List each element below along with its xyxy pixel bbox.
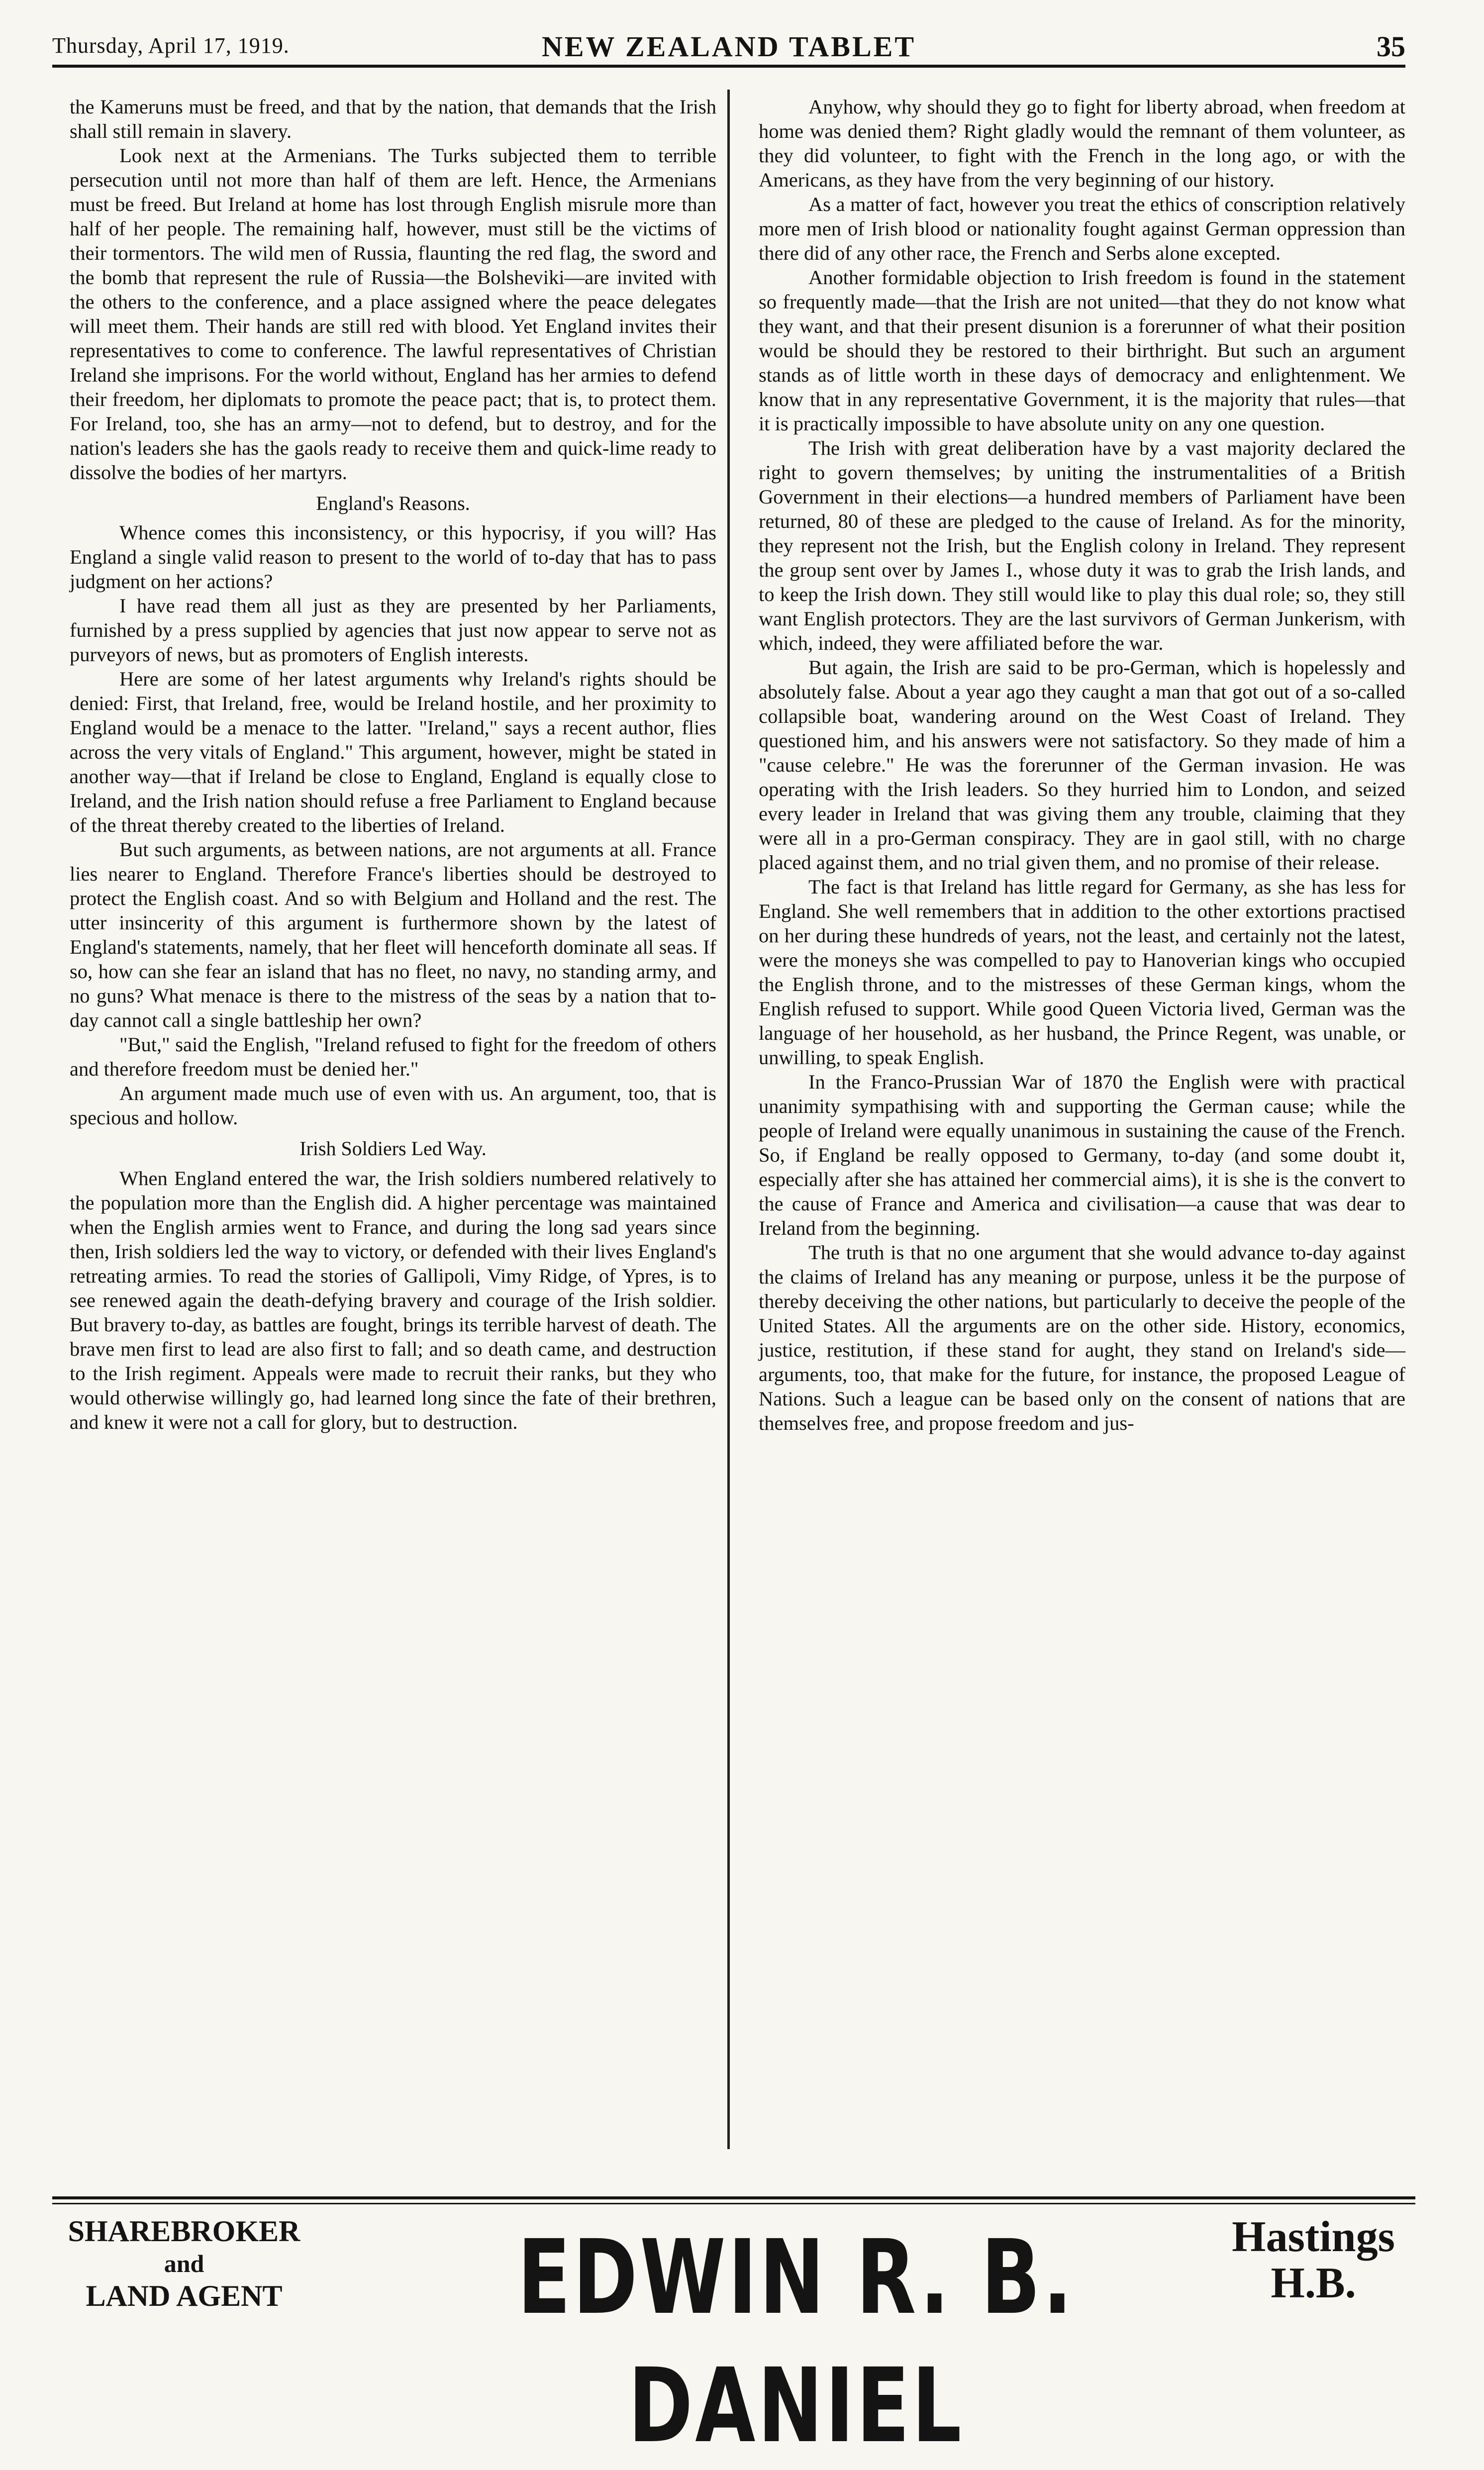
paragraph: The Irish with great deliberation have by a vast majority declared the right to govern themselves; by uniting the instrumentalities of a British Government in their elections—a hundred members of Parliament have been returned, 80 of these are pledged to the cause of Ireland. As for the minority, they represent not the Irish, but the English colony in Ireland. They represent the group sent over by James I., whose duty it was to grab the Irish lands, and to keep the Irish down. They still would like to play this dual role; so, they still want English protectors. They are the last survivors of German Junkerism, with which, indeed, they were affiliated before the war.: [759, 437, 1405, 654]
paragraph: As a matter of fact, however you treat the ethics of conscription relatively more men of Irish blood or nationality fought against German oppression than there did of any other race, the French and Serbs alone excepted.: [759, 193, 1405, 264]
paragraph: But again, the Irish are said to be pro-German, which is hopelessly and absolutely false. About a year ago they caught a man that got out of a so-called collapsible boat, wandering around on the West Coast of Ireland. They questioned him, and his answers were not satisfactory. So they made of him a "cause celebre." He was the forerunner of the German invasion. He was operating with the Irish leaders. So they hurried him to London, and seized every leader in Ireland that was giving them any trouble, claiming that they were all in a pro-German conspiracy. They are in gaol still, with no charge placed against them, and no trial given them, and no promise of their release.: [759, 656, 1405, 874]
paragraph: Here are some of her latest arguments why Ireland's rights should be denied: First, that Ireland, free, would be Ireland hostile, and her proximity to England would be a menace to the latter. "Ireland," says a recent author, flies across the very vitals of England." This argument, however, might be stated in another way—that if Ireland be close to England, England is equally close to Ireland, and the Irish nation should refuse a free Parliament to England because of the threat thereby created to the liberties of Ireland.: [70, 668, 716, 837]
paragraph: Look next at the Armenians. The Turks subjected them to terrible persecution until not more than half of them are left. Hence, the Armenians must be freed. But Ireland at home has lost through English misrule more than half of her people. The remaining half, however, must still be the victims of their tormentors. The wild men of Russia, flaunting the red flag, the sword and the bomb that represent the rule of Russia—the Bolsheviki—are invited with the others to the conference, and a place assigned where the peace delegates will meet them. Their hands are still red with blood. Yet England invites their representatives to come to conference. The lawful representatives of Christian Ireland she imprisons. For the world without, England has her armies to defend their freedom, her diplomats to promote the peace pact; that is, to protect them. For Ireland, too, she has an army—not to defend, but to destroy, and for the nation's leaders she has the gaols ready to receive them and quick-lime ready to dissolve the bodies of her martyrs.: [70, 144, 716, 484]
page-header: [52, 30, 1405, 68]
masthead-title: NEW ZEALAND TABLET: [541, 30, 916, 63]
paragraph: Whence comes this inconsistency, or this hypocrisy, if you will? Has England a single valid reason to present to the world of to-day that has to pass judgment on her actions?: [70, 521, 716, 593]
paragraph: The truth is that no one argument that she would advance to-day against the claims of Ireland has any meaning or purpose, unless it be the purpose of thereby deceiving the other nations, but particularly to deceive the people of the United States. All the arguments are on the other side. History, economics, justice, restitution, if these stand for aught, they stand on Ireland's side—arguments, too, that make for the future, for instance, the proposed League of Nations. Such a league can be based only on the consent of nations that are themselves free, and propose freedom and jus-: [759, 1241, 1405, 1434]
advertisement-occupation: [52, 2214, 316, 2353]
ad-line: H.B.: [1271, 2259, 1356, 2308]
paragraph: The fact is that Ireland has little regard for Germany, as she has less for England. She well remembers that in addition to the other extortions practised on her during these hundreds of years, not the least, and certainly not the latest, were the moneys she was compelled to pay to Hanoverian kings who occupied the English throne, and to the mistresses of these German kings, whom the English refused to support. While good Queen Victoria lived, German was the language of her household, as her husband, the Prince Regent, was unable, or unwilling, to speak English.: [759, 876, 1405, 1069]
issue-date: Thursday, April 17, 1919.: [52, 33, 290, 58]
paragraph: I have read them all just as they are presented by her Parliaments, furnished by a press supplied by agencies that just now appear to serve not as purveyors of news, but as promoters of English interests.: [70, 594, 716, 666]
footer-rule: [52, 2196, 1415, 2199]
ad-line: LAND AGENT: [86, 2279, 283, 2312]
ad-line: SHAREBROKER: [68, 2215, 300, 2248]
paragraph: "But," said the English, "Ireland refused to fight for the freedom of others and therefore freedom must be denied her.": [70, 1033, 716, 1081]
page-number: 35: [1377, 30, 1405, 63]
paragraph: An argument made much use of even with us. An argument, too, that is specious and hollow.: [70, 1082, 716, 1129]
ad-line: Hastings: [1232, 2213, 1395, 2261]
section-heading: Irish Soldiers Led Way.: [299, 1137, 487, 1160]
left-column: [70, 95, 716, 2134]
ad-line: and: [164, 2249, 204, 2277]
paragraph: Anyhow, why should they go to fight for liberty abroad, when freedom at home was denied them? Right gladly would the remnant of them volunteer, as they did volunteer, to fight with the French in the long ago, or with the Americans, as they have from the very beginning of our history.: [759, 96, 1405, 191]
paragraph: When England entered the war, the Irish soldiers numbered relatively to the population more than the English did. A higher percentage was maintained when the English armies went to France, and during the long sad years since then, Irish soldiers led the way to victory, or defended with their lives England's retreating armies. To read the stories of Gallipoli, Vimy Ridge, of Ypres, is to see renewed again the death-defying bravery and courage of the Irish soldier. But bravery to-day, as battles are fought, brings its terrible harvest of death. The brave men first to lead are also first to fall; and so death came, and destruction to the Irish regiment. Appeals were made to recruit their ranks, but they who would otherwise willingly go, had learned long since the fate of their brethren, and knew it were not a call for glory, but to destruction.: [70, 1167, 716, 1433]
paragraph: But such arguments, as between nations, are not arguments at all. France lies nearer to England. Therefore France's liberties should be destroyed to protect the English coast. And so with Belgium and Holland and the rest. The utter insincerity of this argument is furthermore shown by the latest of England's statements, namely, that her fleet will henceforth dominate all seas. If so, how can she fear an island that has no fleet, no navy, no standing army, and no guns? What menace is there to the mistress of the seas by a nation that to-day cannot call a single battleship her own?: [70, 838, 716, 1032]
paragraph: In the Franco-Prussian War of 1870 the English were with practical unanimity sympathising with and supporting the German cause; while the people of Ireland were equally unanimous in sustaining the cause of the French. So, if England be really opposed to Germany, to-day (and some doubt it, especially after she has attained her commercial aims), it is she is the convert to the cause of France and America and civilisation—a cause that was dear to Ireland from the beginning.: [759, 1071, 1405, 1239]
paragraph: Another formidable objection to Irish freedom is found in the statement so frequently made—that the Irish are not united—that they do not know what they want, and that their present disunion is a forerunner of what their position would be should they be restored to their birthright. But such an argument stands as of little worth in these days of democracy and enlightenment. We know that in any representative Government, it is the majority that rules—that it is practically impossible to have absolute unity on any one question.: [759, 266, 1405, 435]
advertisement-name: EDWIN R. B. DANIEL: [517, 2218, 1075, 2466]
footer-rule: [52, 2203, 1415, 2204]
section-heading: England's Reasons.: [316, 492, 470, 514]
paragraph: the Kameruns must be freed, and that by the nation, that demands that the Irish shall still remain in slavery.: [70, 96, 716, 142]
right-column: [759, 95, 1405, 2134]
advertisement-location: [1214, 2214, 1413, 2353]
column-divider: [727, 90, 730, 2149]
